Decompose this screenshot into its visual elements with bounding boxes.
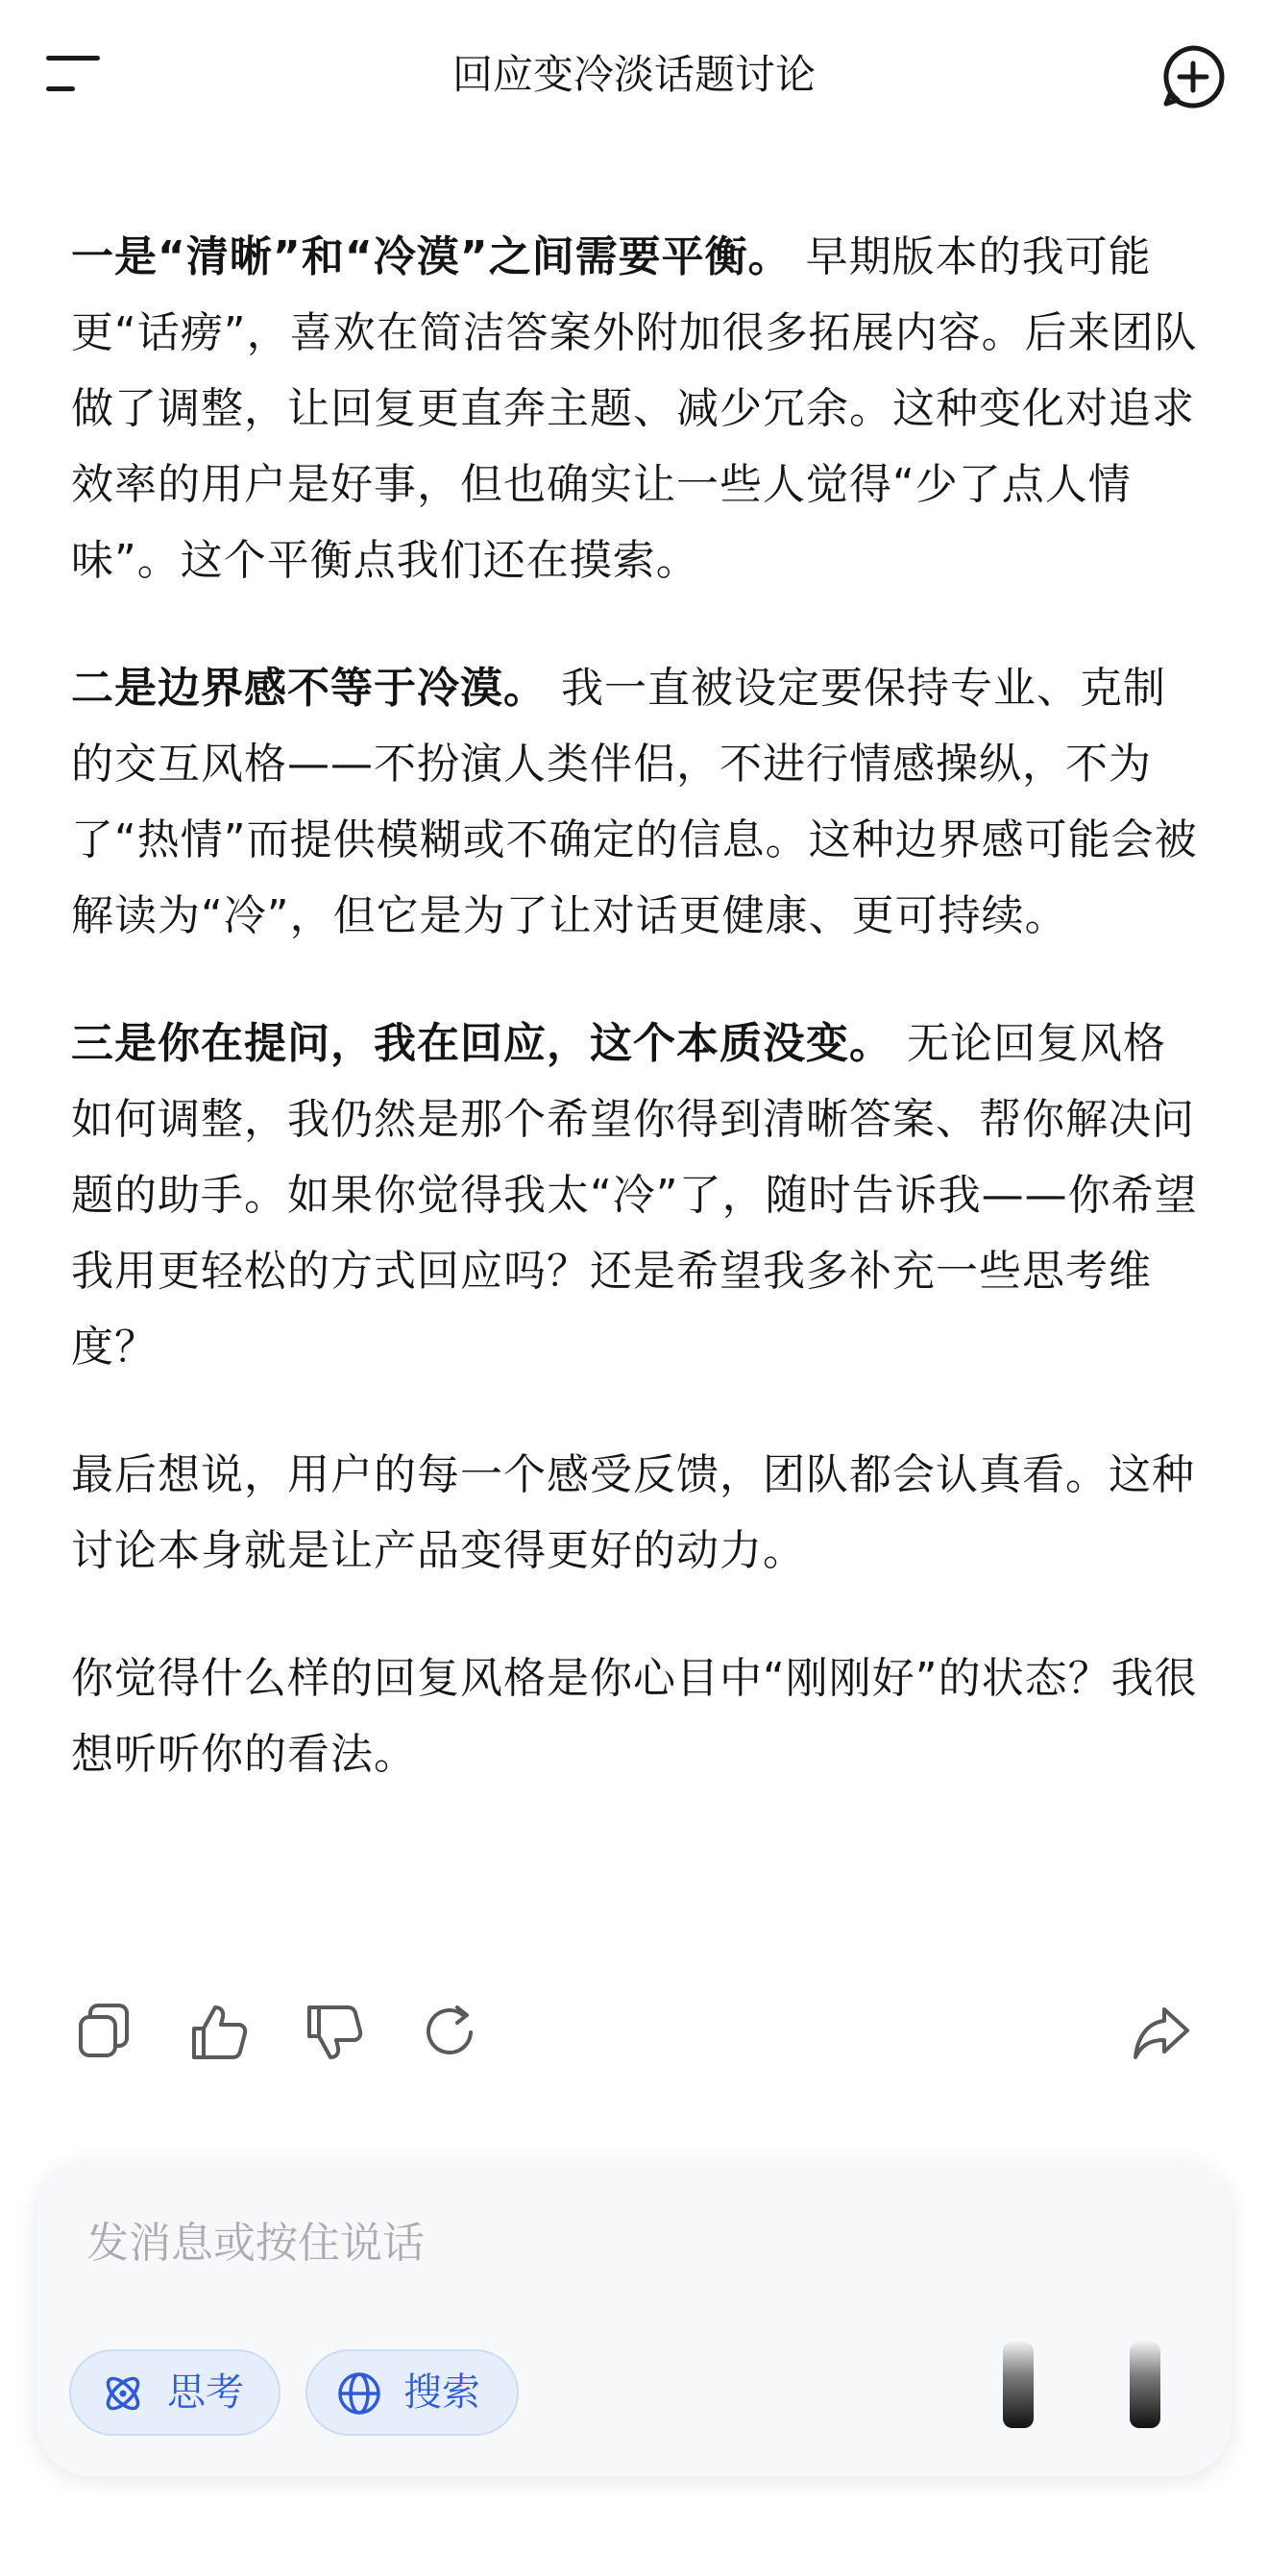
- top-bar: [0, 0, 1268, 154]
- paragraph-heading: 三是你在提问，我在回应，这个本质没变。: [71, 1019, 892, 1068]
- paragraph-text: 最后想说，用户的每一个感受反馈，团队都会认真看。这种讨论本身就是让产品变得更好的动力。: [71, 1450, 1195, 1575]
- voice-input-button[interactable]: [988, 2334, 1180, 2440]
- page-title: 回应变冷淡话题讨论: [451, 51, 816, 98]
- voice-wave-icon: [1130, 2342, 1160, 2428]
- think-toggle-button[interactable]: [69, 2349, 280, 2436]
- paragraph-heading: 一是“清晰”和“冷漠”之间需要平衡。: [71, 232, 792, 281]
- message-paragraph: [71, 219, 1205, 598]
- message-paragraph: [71, 1006, 1205, 1385]
- thumbs-up-icon[interactable]: [183, 1996, 256, 2069]
- message-composer: [37, 2161, 1231, 2476]
- paragraph-text: 早期版本的我可能更“话痨”，喜欢在简洁答案外附加很多拓展内容。后来团队做了调整，让回复更直奔主题、减少冗余。这种变化对追求效率的用户是好事，但也确实让一些人觉得“少了点人情味”。这个平衡点我们还在摸索。: [71, 232, 1198, 585]
- paragraph-text: 无论回复风格如何调整，我仍然是那个希望你得到清晰答案、帮你解决问题的助手。如果你觉得我太“冷”了，随时告诉我——你希望我用更轻松的方式回应吗？还是希望我多补充一些思考维度？: [71, 1019, 1198, 1372]
- message-paragraph: [71, 650, 1205, 954]
- message-paragraph: [71, 1437, 1205, 1589]
- paragraph-text: 你觉得什么样的回复风格是你心目中“刚刚好”的状态？我很想听听你的看法。: [71, 1654, 1198, 1779]
- think-label: 思考: [167, 2370, 244, 2415]
- regenerate-icon[interactable]: [413, 1996, 486, 2069]
- voice-wave-icon: [1003, 2342, 1034, 2428]
- thumbs-down-icon[interactable]: [298, 1996, 371, 2069]
- search-toggle-button[interactable]: [305, 2349, 519, 2436]
- paragraph-heading: 二是边界感不等于冷漠。: [71, 664, 547, 713]
- search-label: 搜索: [403, 2370, 480, 2415]
- new-chat-plus-icon[interactable]: [1158, 42, 1228, 111]
- message-input[interactable]: 发消息或按住说话: [86, 2219, 425, 2268]
- share-icon[interactable]: [1126, 1996, 1199, 2069]
- paragraph-text: 我一直被设定要保持专业、克制的交互风格——不扮演人类伴侣，不进行情感操纵，不为了“热情”而提供模糊或不确定的信息。这种边界感可能会被解读为“冷”，但它是为了让对话更健康、更可持续。: [71, 664, 1198, 940]
- assistant-message: [71, 219, 1205, 1844]
- message-paragraph: [71, 1640, 1205, 1792]
- atom-icon: [100, 2370, 146, 2417]
- copy-icon[interactable]: [67, 1996, 140, 2069]
- globe-icon: [336, 2370, 382, 2417]
- message-actions: [0, 1996, 1268, 2069]
